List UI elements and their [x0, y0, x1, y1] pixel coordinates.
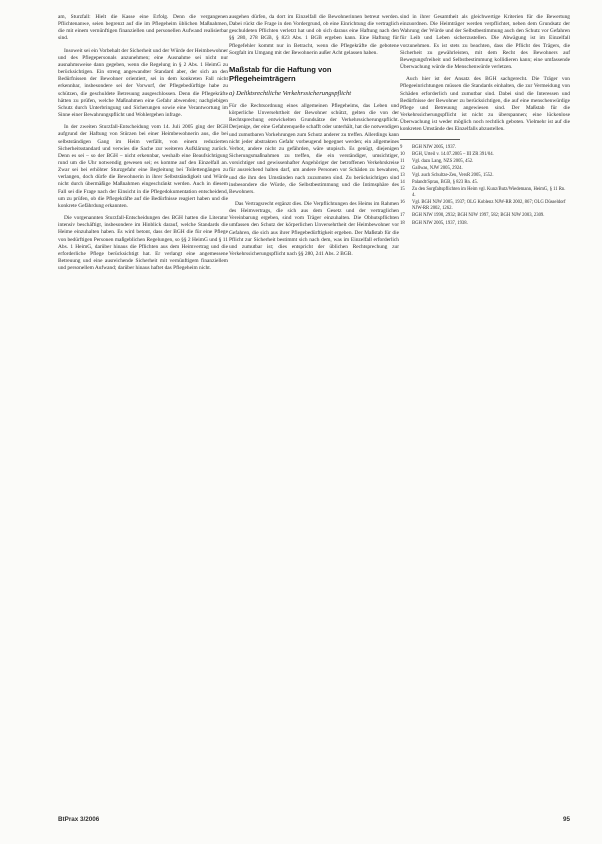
- footnote: [400, 166, 570, 172]
- footnote-text: Vgl. auch Schultze-Zeu, VersR 2005, 1552.: [412, 172, 494, 178]
- paragraph: In der zweiten Sturzfall-Entscheidung vom 14. Juli 2005 ging der BGH aufgrund der Haftung von Stürzen bei einer Heimbewohnerin aus, die bei selbstständigen Gang im Heim verfällt, von einem reduzierten Sicherheitsstandard und verwies die Sache zur weiteren Aufklärung zurück. Denn es sei – so der BGH – nicht erkennbar, weshalb eine Beaufsichtigung rund um die Uhr notwendig gewesen sei; es komme auf den Einzelfall an. Zwar sei bei erhöhter Sturzgefahr eine Begleitung bei Toilettengängen zu verlangen, doch dürfe die Bewohnerin in ihrer Selbstständigkeit und Würde nicht durch übermäßige Maßnahmen eingeschränkt werden. Auch in diesem Fall sei die Frage nach der Einsicht in die Pflegedokumentation entscheidend, um zu prüfen, ob die Pflegekräfte auf die Bedürfnisse reagiert haben und die konkrete Gefährdung erkannten.: [58, 124, 228, 209]
- footnote-text: BGH NJW 2005, 1937.: [412, 144, 457, 150]
- footnote-text: BGH, Urteil v. 14.07.2005 – III ZR 391/04.: [412, 151, 494, 157]
- footnote-text: Vgl. BGH NJW 2005, 1937; OLG Koblenz NJW-RR 2002, 867; OLG Düsseldorf NJW-RR 2002, 1262.: [412, 200, 566, 212]
- footnote: [400, 159, 570, 165]
- paragraph: am, Sturzfall: Hielt die Kasse eine Erfolg. Denn die vergangenen Pflichtenanwe, seien begrenzt auf die im Pflegeheim üblichen Maßnahmen, die mit einem vernünftigen finanziellen und personellen Aufwand realisierbar sind.: [58, 14, 228, 42]
- footnote: [400, 152, 570, 158]
- footnote-text: Zu den Sorgfaltspflichten im Heim vgl. Kunz/Butz/Wiedemann, HeimG, § 11 Rn. 4.: [412, 187, 566, 199]
- footnote: [400, 173, 570, 179]
- footnotes: [400, 145, 570, 227]
- footnote-text: Palandt/Sprau, BGB, § 823 Rn. 45.: [412, 179, 479, 185]
- footnote: [400, 221, 570, 227]
- page-footer: [58, 816, 570, 828]
- footnote-number: 18: [400, 220, 405, 226]
- footnote: [400, 180, 570, 186]
- paragraph: Das Vertragsrecht ergänzt dies. Die Verpflichtungen des Heims im Rahmen des Heimvertrags, die sich aus dem Gesetz und der vertraglichen Vereinbarung ergeben, sind vom Träger einzuhalten. Die Obhutspflichten umfassen den Schutz der körperlichen Unversehrtheit der Heimbewohner vor Gefahren, die sich aus ihrer Pflegebedürftigkeit ergeben. Der Maßstab für die Pflicht zur Sicherheit bestimmt sich nach dem, was im Einzelfall erforderlich und zumutbar ist; dies entspricht der üblichen Rechtsprechung zur Verkehrssicherungspflicht nach §§ 280, 241 Abs. 2 BGB.: [229, 200, 399, 258]
- paragraph: Insoweit sei ein Vorbehalt der Sicherheit und der Würde der Heimbewohner und des Pflegepersonals anzunehmen; eine Ausnahme sei nicht nur ausnahmsweise dann gegeben, wenn die Regelung in § 2 Abs. 1 HeimG zu berücksichtigen. Ein streng angewandter Standard aber, der sich an den Bedürfnissen der Bewohner orientiert, sei in dem konkreten Fall nicht erkennbar, insbesondere sei der Vorwurf, der Pflegebedürftige habe zu schützen, die geschuldete Betreuung ausgeschlossen. Denn die Pflegekräfte hätten zu prüfen, welche Maßnahmen eine Gefahr abwenden; nachgiebigen Schutz durch Unterbringung und Sicherungen sowie eine Verantwortung im Sinne einer Bewahrungspflicht und Wohlergehen infrage.: [58, 47, 228, 119]
- subsection-heading: a) Deliktsrechtliche Verkehrssicherungspflicht: [229, 89, 352, 97]
- footnote-number: 9: [400, 144, 403, 150]
- footnote: [400, 200, 570, 212]
- footnote-number: 11: [400, 158, 405, 164]
- paragraph: Auch hier ist der Ansatz des BGH sachgerecht. Die Träger von Pflegeeinrichtungen müssen die Standards einhalten, die zur Vermeidung von Schäden erforderlich und zumutbar sind. Dabei sind die Interessen und Bedürfnisse der Bewohner zu berücksichtigen, die auf eine menschenwürdige Pflege und Betreuung angewiesen sind. Der Maßstab für die Verkehrssicherungspflicht ist nicht zu überspannen; eine lückenlose Überwachung ist weder möglich noch rechtlich geboten. Vielmehr ist auf die konkreten Umstände des Einzelfalls abzustellen.: [400, 76, 570, 133]
- paragraph: Für die Rechtsordnung eines allgemeinen Pflegeheims, das Leben und körperliche Unversehrtheit der Bewohner schützt, gelten die von der Rechtsprechung entwickelten Grundsätze der Verkehrssicherungspflicht. Derjenige, der eine Gefahrenquelle schafft oder unterhält, hat die notwendigen und zumutbaren Vorkehrungen zum Schutz anderer zu treffen. Allerdings kann nicht jeder abstrakten Gefahr vorbeugend begegnet werden; ein allgemeines Verbot, andere nicht zu gefährden, wäre utopisch. Es genügt, diejenigen Sicherungsmaßnahmen zu treffen, die ein verständiger, umsichtiger, vorsichtiger und gewissenhafter Angehöriger der betroffenen Verkehrskreise für ausreichend halten darf, um andere Personen vor Schäden zu bewahren, und die ihm den Umständen nach zuzumuten sind. Zu berücksichtigen sind insbesondere die Würde, die Selbstbestimmung und die Intimsphäre des Bewohners.: [229, 102, 399, 195]
- footnote-number: 12: [400, 165, 405, 171]
- footnote-number: 16: [400, 200, 405, 206]
- footnote: [400, 145, 570, 151]
- footnote-text: Vgl. dazu Lang, NZS 2005, 452.: [412, 158, 474, 164]
- paragraph: Die vorgenannten Sturzfall-Entscheidungen des BGH hatten die Literatur intensiv beschäftigt, insbesondere im Hinblick darauf, welche Standards die Heime einzuhalten haben. Es wird betont, dass der BGH die für eine Pflege von bedürftigen Personen maßgeblichen Regelungen, so §§ 2 HeimG und § 11 Abs. 1 HeimG, darüber hinaus die Pflichten aus dem Heimvertrag und die erforderliche Pflege berücksichtigt hat. Er verlangt eine angemessene Betreuung und eine ausreichende Sicherheit mit vernünftigem finanziellem und personellem Aufwand; darüber hinaus haftet das Pflegeheim nicht.: [58, 215, 228, 272]
- page-number: 95: [562, 816, 570, 823]
- footnote-number: 13: [400, 172, 405, 178]
- footnote-number: 17: [400, 213, 405, 219]
- text-column-2: [229, 14, 399, 263]
- footnote: [400, 187, 570, 199]
- section-heading: Maßstab für die Haftung von Pflegeheimträgern: [229, 64, 332, 83]
- footnote-number: 15: [400, 187, 405, 193]
- journal-issue: BtPrax 3/2006: [58, 816, 100, 823]
- footnote-text: Gallwas, NJW 2005, 2924.: [412, 165, 463, 171]
- footnote-number: 10: [400, 151, 405, 157]
- footnote-number: 14: [400, 179, 405, 185]
- footnote-text: BGH NJW 2005, 1937, 1938.: [412, 220, 468, 226]
- footnote: [400, 213, 570, 219]
- paragraph: sind in ihrer Gesamtheit als gleichwertige Kriterien für die Bewertung einzuordnen. Die Heimträger werden verpflichtet, neben dem Grundsatz der Wahrung der Würde und der Selbstbestimmung auch den Schutz vor Gefahren für Leib und Leben sicherzustellen. Die Abwägung ist im Einzelfall vorzunehmen. Es ist stets zu beachten, dass die Pflicht des Trägers, die Sicherheit zu gewährleisten, mit dem Recht des Bewohners auf Bewegungsfreiheit und Selbstbestimmung kollidieren kann; eine umfassende Überwachung würde die Menschenwürde verletzen.: [400, 14, 570, 71]
- text-column-1: [58, 14, 228, 277]
- footnote-divider: [400, 139, 460, 140]
- text-column-3: [400, 14, 570, 228]
- paragraph: ausgehen dürfen, da dort im Einzelfall die Bewohnerinnen betreut werden. Dabei rückt die Frage in den Vordergrund, ob eine Einrichtung die vertraglich geschuldeten Pflichten verletzt hat und ob sich daraus eine Haftung nach den §§ 280, 278 BGB, § 823 Abs. 1 BGB ergeben kann. Eine Haftung für Pflegefehler kommt nur in Betracht, wenn die Pflegekräfte die gebotene Sorgfalt im Umgang mit der Bewohnerin außer Acht gelassen haben.: [229, 14, 399, 56]
- footnote-text: BGH NJW 1990, 2932; BGH NJW 1997, 582; BGH NJW 2003, 2309.: [412, 213, 545, 219]
